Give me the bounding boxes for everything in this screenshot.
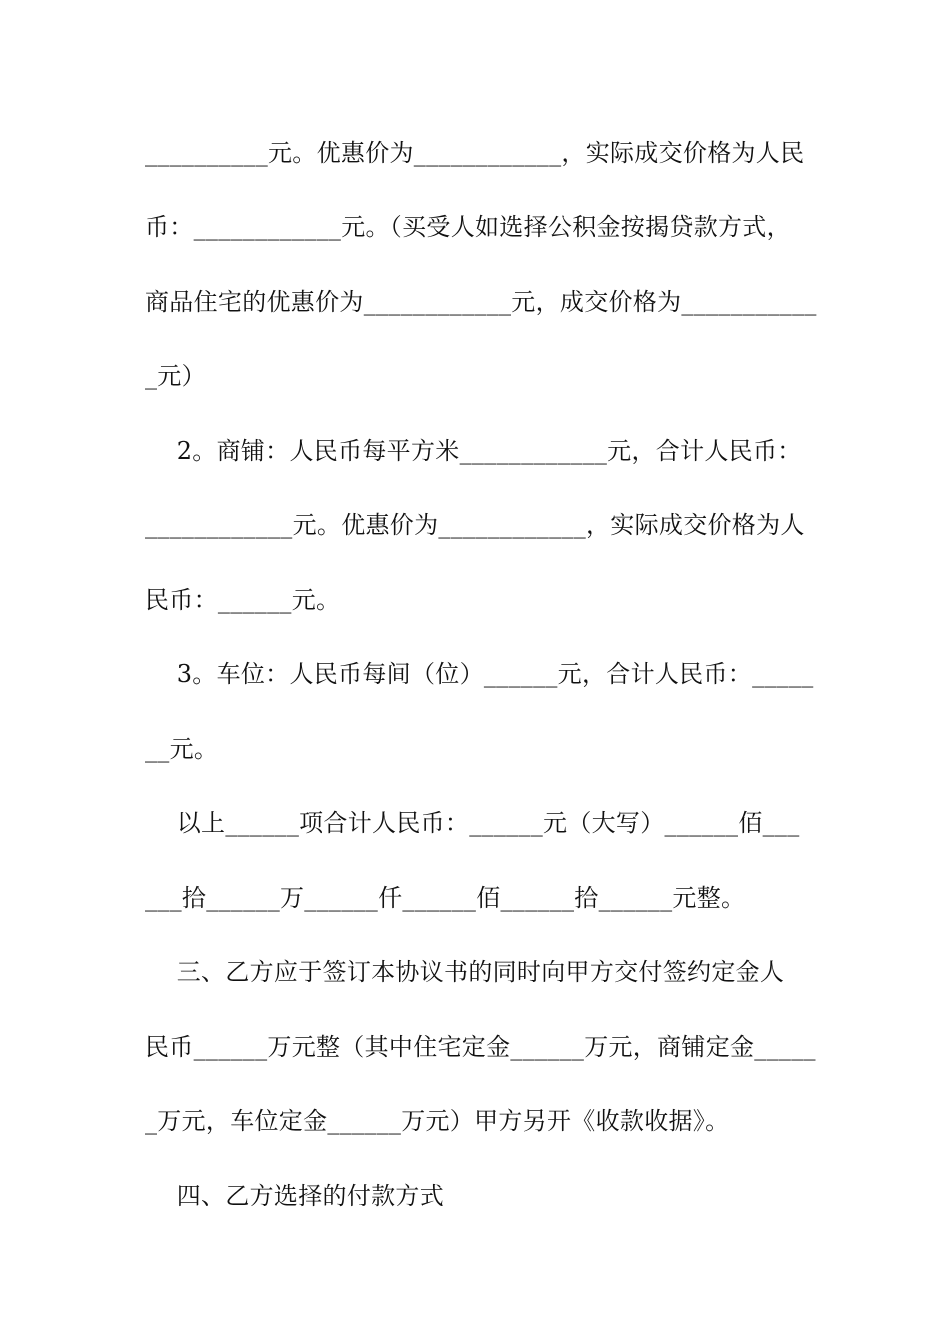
text-line: 商品住宅的优惠价为____________元，成交价格为___________ [145, 288, 817, 316]
text-line: _万元，车位定金______万元）甲方另开《收款收据》。 [145, 1107, 730, 1135]
text-line: ___拾______万______仟______佰______拾______元整。 [145, 884, 746, 912]
text-line: _元） [145, 362, 206, 390]
text-line: ____________元。优惠价为____________，实际成交价格为人 [145, 511, 805, 539]
text-line: 币：____________元。（买受人如选择公积金按揭贷款方式， [145, 213, 791, 241]
text-line: 3。车位：人民币每间（位）______元，合计人民币：_____ [145, 660, 814, 688]
text-line: 三、乙方应于签订本协议书的同时向甲方交付签约定金人 [145, 958, 785, 986]
text-line: __________元。优惠价为____________，实际成交价格为人民 [145, 139, 805, 167]
text-line: 民币______万元整（其中住宅定金______万元，商铺定金_____ [145, 1033, 816, 1061]
text-line: 四、乙方选择的付款方式 [145, 1182, 445, 1210]
text-line: 以上______项合计人民币：______元（大写）______佰___ [145, 809, 800, 837]
text-line: __元。 [145, 735, 219, 763]
text-line: 2。商铺：人民币每平方米____________元，合计人民币： [145, 437, 802, 465]
text-line: 民币：______元。 [145, 586, 341, 614]
